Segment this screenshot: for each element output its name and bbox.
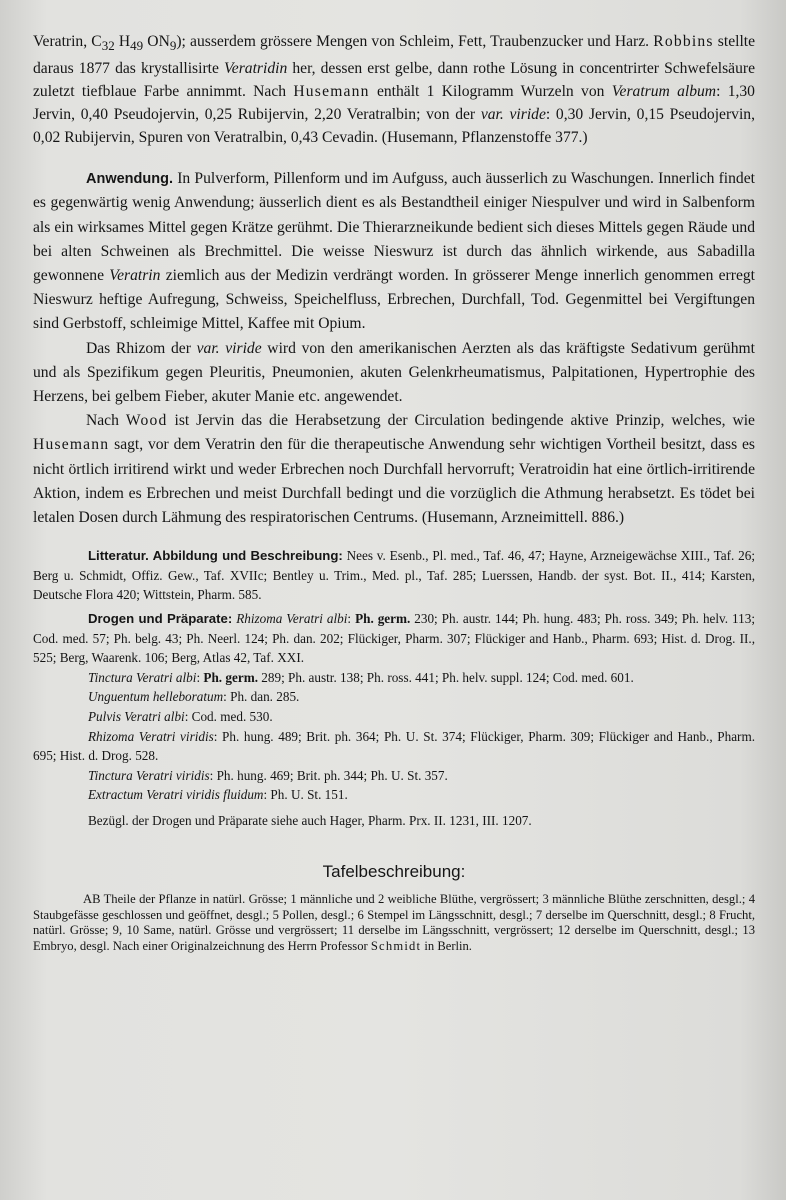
text-run: ); ausserdem grössere Mengen von Schleim, Fett, Traubenzucker und Harz. xyxy=(176,33,650,50)
text-run: enthält 1 Kilogramm Wurzeln von xyxy=(369,83,612,101)
italic-term: Pulvis Veratri albi xyxy=(88,708,185,724)
litteratur-pulvis xyxy=(33,707,755,727)
text-run: ziemlich aus der Medizin verdrängt worden. In grösserer Menge innerlich genommen erregt Nieswurz heftige Aufregung, Schweiss, Speichelfluss, Erbrechen, Durchfall, Tod. Gegenmittel bei Vergiftungen sind Gerbstoff, schleimige Mittel, Kaffee mit Opium. xyxy=(33,266,755,333)
italic-term: Unguentum helleboratum xyxy=(88,689,224,705)
formula-subscript: 9 xyxy=(169,38,177,54)
text-run: ist Jervin das die Herabsetzung der Circulation bedingende aktive Prinzip, welches, wie xyxy=(167,412,755,430)
litteratur-tinctura-viridis xyxy=(33,766,755,786)
text-run: her, dessen erst gelbe, dann rothe Lösung in concentrirter Schwefelsäure zuletzt tiefblaue Farbe annimmt. Nach xyxy=(33,60,755,101)
text-run: Nach xyxy=(86,412,126,430)
page-content xyxy=(33,30,755,954)
text-run: wird von den amerikanischen Aerzten als das kräftigste Sedativum gerühmt und als Spezifikum gegen Pleuritis, Pneumonien, akuten Gelenkrheumatismus, Palpitationen, Hypertrophie des Herzens, bei gelbem Fieber, akuter Manie etc. angewendet. xyxy=(33,339,755,405)
section-heading: Anwendung. xyxy=(86,171,173,188)
litteratur-rhizoma-viridis xyxy=(33,727,755,766)
italic-term: Tinctura Veratri albi xyxy=(88,669,197,685)
text-run: Nees v. Esenb., Pl. med., Taf. 46, 47; Hayne, Arzneigewächse XIII., Taf. 26; Berg u. Schmidt, Offiz. Gew., Taf. XVIIc; Bentley u. Trim., Med. pl., Taf. 285; Luerssen, Handb. der syst. Bot. II., 414; Karsten, Deutsche Flora 420; Wittstein, Pharm. 585. xyxy=(33,548,755,603)
author-name: Schmidt xyxy=(370,938,422,953)
author-name: Husemann xyxy=(33,436,110,454)
italic-term: Tinctura Veratri viridis xyxy=(88,767,210,783)
formula-subscript: 49 xyxy=(130,38,144,54)
italic-term: Extractum Veratri viridis fluidum xyxy=(88,787,264,803)
litteratur-section xyxy=(33,546,755,830)
text-run: stellte daraus 1877 das krystallisirte xyxy=(33,33,756,78)
anwendung-paragraph-1 xyxy=(33,167,755,336)
text-run: AB Theile der Pflanze in natürl. Grösse; 1 männliche und 2 weibliche Blüthe, vergrössert; 3 männliche Blüthe zerschnitten, desgl.; 4 Staubgefässe geschlossen und geöffnet, desgl.; 5 Pollen, desgl.; 6 Stempel im Längsschnitt, desgl.; 7 derselbe im Querschnitt, desgl.; 8 Frucht, natürl. Grösse; 9, 10 Same, natürl. Grösse und vergrössert; 11 derselbe im Längsschnitt, vergrössert; 12 derselbe im Querschnitt, desgl.; 13 Embryo, desgl. Nach einer Originalzeichnung des Herrn Professor xyxy=(33,892,755,953)
text-run: : 0,30 Jervin, 0,15 Pseudojervin, 0,02 Rubijervin, Spuren von Veratralbin, 0,43 Cevadin. (Husemann, Pflanzenstoffe 377.) xyxy=(33,106,755,147)
litteratur-unguentum xyxy=(33,687,755,707)
italic-term: Veratrum album xyxy=(611,83,717,101)
italic-term: Veratridin xyxy=(224,60,288,78)
litteratur-extractum xyxy=(33,785,755,805)
author-name: Wood xyxy=(125,412,168,430)
text-run: In Pulverform, Pillenform und im Aufguss, auch äusserlich zu Waschungen. Innerlich findet es gegenwärtig wenig Anwendung; äusserlich dient es als Bestandtheil einiger Niespulver und wird in Salbenform als ein wirksames Mittel gegen Krätze gerühmt. Die Thierarzneikunde bedient sich dieses Mittels gegen Räude und bei alten Schweinen als Brechmittel. Die weisse Nieswurz ist durch das ähnlich wirkende, aus Sabadilla gewonnene xyxy=(33,170,755,284)
text-run: Das Rhizom der xyxy=(86,339,197,357)
chemistry-paragraph xyxy=(33,30,755,149)
text-run: : Ph. hung. 469; Brit. ph. 344; Ph. U. St. 357. xyxy=(209,767,448,783)
text-run: sagt, vor dem Veratrin den für die therapeutische Anwendung sehr wichtigen Vortheil besitzt, dass es nicht örtlich irritirend wirkt und weder Erbrechen noch Durchfall hervorruft; Veratroidin hat eine örtlich-irritirende Aktion, indem es Erbrechen und meist Durchfall bedingt und die vorzüglich die Athmung herabsetzt. Es tödet bei letalen Dosen durch Lähmung des respiratorischen Centrums. (Husemann, Arzneimittell. 886.) xyxy=(33,436,755,526)
litteratur-tinctura-albi: Tinctura Veratri albi: Ph. germ. 289; Ph. austr. 138; Ph. ross. 441; Ph. helv. suppl. 124; Cod. med. 601. xyxy=(88,669,634,685)
author-name: Robbins xyxy=(653,33,714,50)
litteratur-drogen: Drogen und Präparate: Rhizoma Veratri albi: Ph. germ. 230; Ph. austr. 144; Ph. hung. 483; Ph. ross. 349; Ph. helv. 113; Cod. med. 57; Ph. belg. 43; Ph. Neerl. 124; Ph. dan. 202; Flückiger, Pharm. 307; Flückiger and Hanb., Pharm. 693; Hist. d. Drog. II., 525; Berg, Waarenk. 106; Berg, Atlas 42, Taf. XXI. xyxy=(33,610,756,666)
anwendung-paragraph-2 xyxy=(33,337,755,410)
formula-text: ON xyxy=(143,33,170,50)
litteratur-bezuegl: Bezügl. der Drogen und Präparate siehe auch Hager, Pharm. Prx. II. 1231, III. 1207. xyxy=(88,812,532,828)
formula-subscript: 32 xyxy=(101,38,115,54)
italic-term: Rhizoma Veratri viridis xyxy=(88,728,214,744)
author-name: Husemann xyxy=(293,83,370,101)
text-run: : Ph. hung. 489; Brit. ph. 364; Ph. U. St. 374; Flückiger, Pharm. 309; Flückiger and Hanb., Pharm. 695; Hist. d. Drog. 528. xyxy=(33,728,755,764)
italic-term: var. viride xyxy=(480,106,546,124)
bold-reference: Ph. germ. xyxy=(203,669,258,685)
text-run: 230; Ph. austr. 144; Ph. hung. 483; Ph. ross. 349; Ph. helv. 113; Cod. med. 57; Ph. belg. 43; Ph. Neerl. 124; Ph. dan. 202; Flückiger, Pharm. 307; Flückiger and Hanb., Pharm. 693; Hist. d. Drog. II., 525; Berg, Waarenk. 106; Berg, Atlas 42, Taf. XXI. xyxy=(33,610,756,666)
text-run: : Ph. dan. 285. xyxy=(223,689,300,705)
text-run: : Cod. med. 530. xyxy=(184,708,273,724)
italic-term: var. viride xyxy=(196,339,262,357)
bold-reference: Ph. germ. xyxy=(355,610,411,626)
section-heading: Litteratur. xyxy=(88,548,149,564)
text-run: : Ph. U. St. 151. xyxy=(263,787,348,803)
tafel-paragraph xyxy=(33,892,755,954)
subsection-heading: Drogen und Präparate: xyxy=(88,610,233,626)
anwendung-paragraph-3 xyxy=(33,409,755,530)
italic-term: Rhizoma Veratri albi xyxy=(236,610,348,626)
text-run: in Berlin. xyxy=(421,938,472,953)
anwendung-section xyxy=(33,167,755,530)
tafel-section xyxy=(33,892,755,954)
formula-text: H xyxy=(114,33,131,50)
subsection-heading: Abbildung und Beschreibung: xyxy=(152,548,343,564)
litteratur-abbildung xyxy=(33,546,755,605)
text-run: : 1,30 Jervin, 0,40 Pseudojervin, 0,25 Rubijervin, 2,20 Veratralbin; von der xyxy=(33,83,755,124)
formula-text: Veratrin, C xyxy=(33,33,102,50)
italic-term: Veratrin xyxy=(109,266,161,284)
tafel-title: Tafelbeschreibung: xyxy=(322,862,466,882)
text-run: 289; Ph. austr. 138; Ph. ross. 441; Ph. helv. suppl. 124; Cod. med. 601. xyxy=(258,669,634,685)
